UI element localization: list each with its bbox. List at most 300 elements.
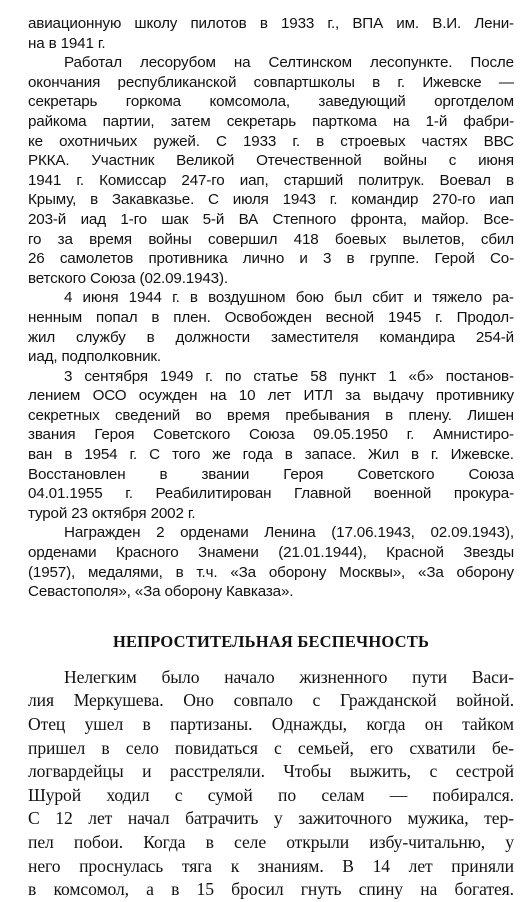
word: в <box>505 171 514 189</box>
word: Москвы», <box>339 563 406 581</box>
word: время <box>226 406 270 424</box>
word: Чтобы <box>283 761 332 782</box>
word: г. <box>435 308 443 326</box>
word: Ленина <box>264 524 316 542</box>
word: осужден <box>138 387 198 405</box>
word: с <box>448 152 457 170</box>
word: попал <box>96 308 138 326</box>
word: статье <box>253 367 299 385</box>
word: командир <box>351 191 419 209</box>
word: иап, <box>239 171 269 189</box>
bio-line-text: Севастополя», «За оборону Кавказа». <box>28 583 294 601</box>
word: селе <box>234 831 267 852</box>
word: В <box>342 855 354 876</box>
word: горкома <box>125 93 181 111</box>
word: в <box>146 328 155 346</box>
word: Награжден <box>64 524 141 542</box>
word: боевых <box>334 230 387 248</box>
word: Работал <box>64 54 122 72</box>
word: 14 <box>372 855 390 876</box>
word: 1954 <box>84 446 118 464</box>
word: 418 <box>293 230 319 248</box>
word: Участник <box>91 152 155 170</box>
bio-line <box>28 171 514 191</box>
word: лет <box>88 808 113 829</box>
word: а <box>146 879 154 900</box>
word: г. <box>125 485 133 503</box>
word: «За <box>230 563 256 581</box>
word: в <box>142 714 151 734</box>
word: — <box>389 784 408 805</box>
bio-line <box>28 132 514 152</box>
word: с <box>174 784 183 805</box>
word: Все- <box>483 210 514 228</box>
word: партизаны. <box>170 714 253 734</box>
word: воздушном <box>208 289 286 307</box>
word: Ижевске <box>422 73 482 91</box>
bio-line <box>28 445 514 465</box>
word: ВА <box>238 210 259 228</box>
word: в <box>259 15 268 32</box>
word: Закавказье. <box>111 191 195 209</box>
word: С <box>215 132 227 150</box>
word: пришел <box>28 737 86 758</box>
word: лия <box>28 690 54 711</box>
story-line <box>28 713 514 737</box>
word: Красного <box>115 544 179 562</box>
bio-line <box>28 347 514 367</box>
word: авиационную <box>28 15 122 32</box>
word: избу-читальню, <box>369 831 486 852</box>
bio-line <box>28 190 514 210</box>
word: тяжело <box>432 289 483 307</box>
word: логвардейцы <box>28 761 124 782</box>
word: охотничьих <box>59 132 138 150</box>
word: года <box>242 446 273 464</box>
word: г. <box>292 132 300 150</box>
word: 1941 <box>28 171 62 189</box>
word: Лишен <box>467 406 514 424</box>
word: на <box>233 54 251 72</box>
word: Васи- <box>471 666 514 687</box>
word: 1-й <box>425 112 448 130</box>
word: знаниям. <box>257 855 324 876</box>
word: 270-го <box>432 191 476 209</box>
book-page <box>28 14 514 902</box>
word: партии, <box>102 112 155 130</box>
bio-line <box>28 367 514 387</box>
word: вылетов, <box>402 230 465 248</box>
bio-line <box>28 484 514 504</box>
bio-line <box>28 249 514 269</box>
word: г. <box>205 367 213 385</box>
word: Отец <box>28 714 66 734</box>
word: с <box>312 690 321 711</box>
word: 10 <box>238 387 256 405</box>
bio-line-text: ветского Союза (02.09.1943). <box>28 269 228 287</box>
word: июня <box>82 289 119 307</box>
word: за <box>57 230 73 248</box>
word: политрук. <box>358 171 425 189</box>
word: жил <box>28 328 56 346</box>
biography-block <box>28 14 514 602</box>
word: войной. <box>456 690 514 711</box>
word: начало <box>224 666 275 687</box>
word: 5-й <box>202 210 225 228</box>
word: сведений <box>114 406 181 424</box>
word: бросил <box>231 879 284 900</box>
word: (17.06.1943, <box>331 524 415 542</box>
word: расстреляли. <box>169 761 265 782</box>
word: — <box>498 73 514 91</box>
word: сентября <box>84 367 148 385</box>
word: лет <box>408 855 433 876</box>
word: в <box>189 289 198 307</box>
word: в <box>372 73 381 91</box>
word: Комиссар <box>99 171 167 189</box>
story-line <box>28 689 514 713</box>
word: побирался. <box>432 784 514 805</box>
word: в <box>316 132 325 150</box>
bio-line <box>28 73 514 93</box>
word: противника <box>148 250 228 268</box>
word: Нелегким <box>64 666 137 687</box>
word: Когда <box>143 831 186 852</box>
word: селам <box>321 784 365 805</box>
word: у <box>505 831 514 852</box>
word: он <box>424 714 443 734</box>
story-line <box>28 760 514 784</box>
word: орденами <box>28 544 97 562</box>
word: 247-го <box>181 171 225 189</box>
word: лет <box>267 387 292 405</box>
word: Освобожден <box>224 308 312 326</box>
word: (1957), <box>28 563 76 581</box>
bio-line <box>28 328 514 348</box>
word: зажиточного <box>298 808 392 829</box>
word: ушел <box>84 714 124 734</box>
word: го <box>28 230 42 248</box>
word: г. <box>76 171 84 189</box>
word: ра- <box>492 289 514 307</box>
word: побои. <box>73 831 124 852</box>
word: сбил <box>480 230 514 248</box>
word: в <box>90 191 99 209</box>
word: время <box>89 230 132 248</box>
bio-line <box>28 112 514 132</box>
word: пилотов <box>190 15 247 32</box>
word: республиканской <box>117 73 237 91</box>
word: войны <box>148 230 192 248</box>
word: начал <box>127 808 170 829</box>
word: иап <box>489 191 514 209</box>
word: ке <box>28 132 43 150</box>
word: группе. <box>369 250 420 268</box>
word: ВВС <box>483 132 514 150</box>
word: Отечественной <box>256 152 362 170</box>
word: Союза <box>249 426 295 444</box>
word: 1 <box>388 367 397 385</box>
word: шак <box>161 210 189 228</box>
word: богатея. <box>454 879 514 900</box>
word: выжить, <box>349 761 411 782</box>
word: него <box>28 855 61 876</box>
story-line <box>28 855 514 879</box>
word: 04.01.1955 <box>28 485 103 503</box>
word: лично <box>242 250 285 268</box>
word: После <box>470 54 514 72</box>
word: г. <box>172 289 180 307</box>
bio-line <box>28 269 514 289</box>
word: в <box>175 563 184 581</box>
word: Жил <box>368 446 399 464</box>
word: в <box>385 406 394 424</box>
word: г. <box>430 446 439 464</box>
story-line <box>28 878 514 902</box>
word: 09.05.1950 <box>313 426 388 444</box>
story-line <box>28 737 514 761</box>
bio-line <box>28 465 514 485</box>
word: строевых <box>340 132 406 150</box>
word: постанов- <box>445 367 514 385</box>
word: с <box>429 761 438 782</box>
word: секретарь <box>226 112 297 130</box>
word: заведующий <box>318 93 406 111</box>
word: пункт <box>338 367 377 385</box>
word: на <box>209 387 227 405</box>
word: Воевал <box>439 171 491 189</box>
word: 254-й <box>475 328 514 346</box>
word: службу <box>76 328 126 346</box>
word: (21.01.1944), <box>278 544 367 562</box>
word: мужика, <box>407 808 469 829</box>
word: самолетов <box>59 250 134 268</box>
word: в <box>410 446 419 464</box>
word: Лени- <box>474 15 514 32</box>
word: гнуть <box>300 879 342 900</box>
word: Советского <box>153 426 231 444</box>
word: к <box>230 855 240 876</box>
word: Амнистиро- <box>432 426 514 444</box>
bio-line <box>28 386 514 406</box>
word: сестрой <box>455 761 514 782</box>
word: и <box>413 289 422 307</box>
word: был <box>334 289 363 307</box>
word: Гражданской <box>339 690 437 711</box>
bio-line <box>28 92 514 112</box>
word: 58 <box>310 367 327 385</box>
word: Героя <box>94 426 135 444</box>
word: совпало <box>233 690 293 711</box>
word: 26 <box>28 250 45 268</box>
word: «б» <box>408 367 434 385</box>
story-line <box>28 666 514 690</box>
word: спину <box>358 879 403 900</box>
word: оборону <box>456 563 514 581</box>
word: ван <box>28 446 53 464</box>
word: Ижевске. <box>450 446 514 464</box>
word: его <box>370 737 394 758</box>
word: Великой <box>176 152 235 170</box>
word: село <box>125 737 159 758</box>
word: ВПА <box>352 15 384 32</box>
word: войны <box>383 152 427 170</box>
word: ОСО <box>92 387 127 405</box>
bio-line-text: иад, подполковник. <box>28 348 161 366</box>
bio-line <box>28 230 514 250</box>
word: Красной <box>386 544 444 562</box>
word: в <box>205 831 214 852</box>
word: Селтинском <box>268 54 352 72</box>
word: по <box>278 784 297 805</box>
word: секретарь <box>28 93 98 111</box>
word: г. <box>329 191 338 209</box>
word: в <box>346 250 355 268</box>
word: парткома <box>312 112 377 130</box>
word: за <box>345 387 361 405</box>
word: пребывания <box>285 406 370 424</box>
word: командира <box>379 328 455 346</box>
word: школу <box>134 15 178 32</box>
word: открыли <box>286 831 350 852</box>
word: выдачу <box>372 387 424 405</box>
word: 1943 <box>282 191 316 209</box>
bio-line-text: на в 1941 г. <box>28 34 106 52</box>
word: г. <box>397 73 405 91</box>
bio-line-text: турой 23 октября 2002 г. <box>28 504 196 522</box>
word: противнику <box>435 387 514 405</box>
word: иад <box>80 210 106 228</box>
word: в <box>171 879 180 900</box>
word: 2 <box>156 524 165 542</box>
bio-line <box>28 14 514 34</box>
word: совпартшколы <box>253 73 355 91</box>
bio-line <box>28 543 514 563</box>
word: тер- <box>484 808 514 829</box>
word: лесопункте. <box>370 54 453 72</box>
word: Звезды <box>463 544 514 562</box>
word: сумой <box>207 784 253 805</box>
word: было <box>161 666 200 687</box>
word: Знамени <box>198 544 259 562</box>
word: в <box>64 446 73 464</box>
word: Герой <box>434 250 475 268</box>
word: 1945 <box>387 308 422 326</box>
bio-line <box>28 151 514 171</box>
word: 1933 <box>280 15 315 32</box>
word: в <box>101 737 110 758</box>
story-line <box>28 831 514 855</box>
word: г. <box>406 426 415 444</box>
word: орготделом <box>434 93 514 111</box>
word: орденами <box>180 524 249 542</box>
word: Продол- <box>456 308 514 326</box>
word: окончания <box>28 73 101 91</box>
word: запасе. <box>304 446 356 464</box>
word: ИТЛ <box>303 387 333 405</box>
word: на <box>420 879 438 900</box>
word: Советского <box>357 465 435 483</box>
word: когда <box>366 714 406 734</box>
word: совершил <box>208 230 278 248</box>
word: райкома <box>28 112 87 130</box>
word: пел <box>28 831 54 852</box>
word: сбит <box>372 289 404 307</box>
word: Героя <box>283 465 324 483</box>
word: г., <box>327 15 340 32</box>
word: лением <box>28 387 81 405</box>
word: 02.09.1943), <box>430 524 514 542</box>
word: ружей. <box>153 132 200 150</box>
word: Однажды, <box>271 714 347 734</box>
bio-line <box>28 582 514 602</box>
word: в <box>28 879 37 900</box>
word: Со- <box>489 250 514 268</box>
word: заместителя <box>270 328 359 346</box>
word: ненным <box>28 308 83 326</box>
word: звании <box>201 465 250 483</box>
word: С <box>208 191 219 209</box>
story-block <box>28 666 514 902</box>
word: Оно <box>183 690 214 711</box>
word: семьей, <box>297 737 354 758</box>
word: должности <box>175 328 251 346</box>
word: военной <box>373 485 432 503</box>
word: г. <box>129 446 138 464</box>
word: и <box>299 250 308 268</box>
bio-line <box>28 406 514 426</box>
word: фабри- <box>463 112 514 130</box>
word: секретных <box>28 406 100 424</box>
word: Реабилитирован <box>155 485 272 503</box>
word: плен. <box>173 308 211 326</box>
story-line <box>28 807 514 831</box>
word: 3 <box>64 367 73 385</box>
word: бою <box>295 289 324 307</box>
word: В.И. <box>432 15 462 32</box>
word: прокура- <box>453 485 514 503</box>
word: 4 <box>64 289 73 307</box>
bio-line <box>28 425 514 445</box>
word: 12 <box>55 808 73 829</box>
word: затем <box>170 112 211 130</box>
word: Союза <box>468 465 514 483</box>
word: Меркушева. <box>73 690 164 711</box>
word: батрачить <box>185 808 259 829</box>
word: Степного <box>272 210 337 228</box>
bio-line <box>28 523 514 543</box>
word: частях <box>421 132 468 150</box>
word: тяга <box>181 855 213 876</box>
word: звания <box>28 426 76 444</box>
word: 203-й <box>28 210 67 228</box>
word: оборону <box>268 563 327 581</box>
word: схватили <box>409 737 476 758</box>
word: тайком <box>462 714 514 734</box>
word: на <box>392 112 410 130</box>
word: бе- <box>491 737 514 758</box>
word: плену. <box>408 406 452 424</box>
word: Шурой <box>28 784 82 805</box>
word: 1933 <box>242 132 277 150</box>
word: комсомол, <box>53 879 129 900</box>
bio-line <box>28 53 514 73</box>
word: с <box>274 737 282 758</box>
word: июня <box>478 152 514 170</box>
word: медалями, <box>87 563 163 581</box>
word: С <box>28 808 40 829</box>
word: лесорубом <box>140 54 216 72</box>
